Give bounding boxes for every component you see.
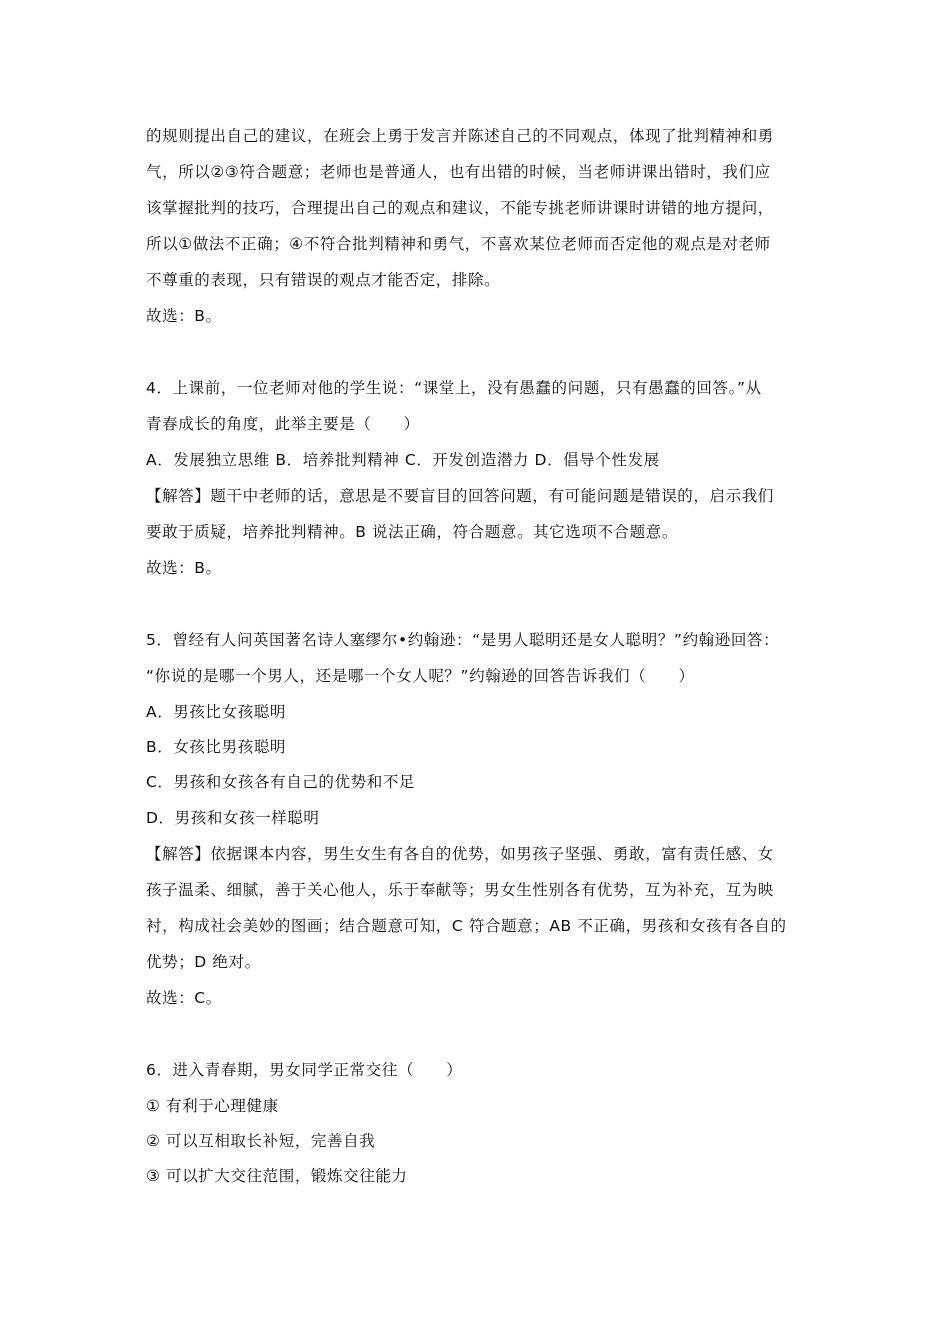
q4-conclusion: 故选：B。 — [146, 559, 222, 577]
q4-answer-line: 要敢于质疑，培养批判精神。B 说法正确，符合题意。其它选项不合题意。 — [146, 523, 678, 541]
q6-item-3: ③ 可以扩大交往范围，锻炼交往能力 — [146, 1167, 408, 1185]
q3-explanation-line: 的规则提出自己的建议，在班会上勇于发言并陈述自己的不同观点，体现了批判精神和勇 — [146, 127, 774, 145]
q6-item-1: ① 有利于心理健康 — [146, 1097, 279, 1115]
q3-explanation-line: 该掌握批判的技巧，合理提出自己的观点和建议，不能专挑老师讲课时讲错的地方提问， — [146, 199, 774, 217]
q3-explanation-line: 所以①做法不正确；④不符合批判精神和勇气，不喜欢某位老师而否定他的观点是对老师 — [146, 235, 771, 253]
q5-stem-line: 5．曾经有人问英国著名诗人塞缪尔•约翰逊：“是男人聪明还是女人聪明？”约翰逊回答： — [146, 631, 780, 649]
q6-stem: 6．进入青春期，男女同学正常交往（ ） — [146, 1061, 463, 1079]
q5-option-d: D．男孩和女孩一样聪明 — [146, 809, 320, 827]
q3-conclusion: 故选：B。 — [146, 307, 222, 325]
q5-option-c: C．男孩和女孩各有自己的优势和不足 — [146, 773, 416, 791]
q4-stem-line: 4．上课前，一位老师对他的学生说：“课堂上，没有愚蠢的问题，只有愚蠢的回答。”从 — [146, 379, 762, 397]
q5-answer-line: 【解答】依据课本内容，男生女生有各自的优势，如男孩子坚强、勇敢，富有责任感、女 — [146, 845, 774, 863]
q3-explanation-line: 气，所以②③符合题意；老师也是普通人，也有出错的时候，当老师讲课出错时，我们应 — [146, 163, 771, 181]
q5-conclusion: 故选：C。 — [146, 989, 222, 1007]
q5-stem-line: “你说的是哪一个男人，还是哪一个女人呢？”约翰逊的回答告诉我们（ ） — [146, 667, 695, 685]
q5-answer-line: 孩子温柔、细腻，善于关心他人，乐于奉献等；男女生性别各有优势，互为补充，互为映 — [146, 881, 774, 899]
q4-stem-line: 青春成长的角度，此举主要是（ ） — [146, 415, 420, 433]
q5-answer-line: 优势；D 绝对。 — [146, 953, 261, 971]
q5-option-a: A．男孩比女孩聪明 — [146, 703, 287, 721]
q5-option-b: B．女孩比男孩聪明 — [146, 738, 287, 756]
q5-answer-line: 衬，构成社会美妙的图画；结合题意可知，C 符合题意；AB 不正确，男孩和女孩有各自的 — [146, 917, 787, 935]
q4-options: A．发展独立思维 B．培养批判精神 C．开发创造潜力 D．倡导个性发展 — [146, 451, 660, 469]
q3-explanation-line: 不尊重的表现，只有错误的观点才能否定，排除。 — [146, 271, 501, 289]
q6-item-2: ② 可以互相取长补短，完善自我 — [146, 1132, 376, 1150]
q4-answer-line: 【解答】题干中老师的话，意思是不要盲目的回答问题，有可能问题是错误的，启示我们 — [146, 487, 774, 505]
